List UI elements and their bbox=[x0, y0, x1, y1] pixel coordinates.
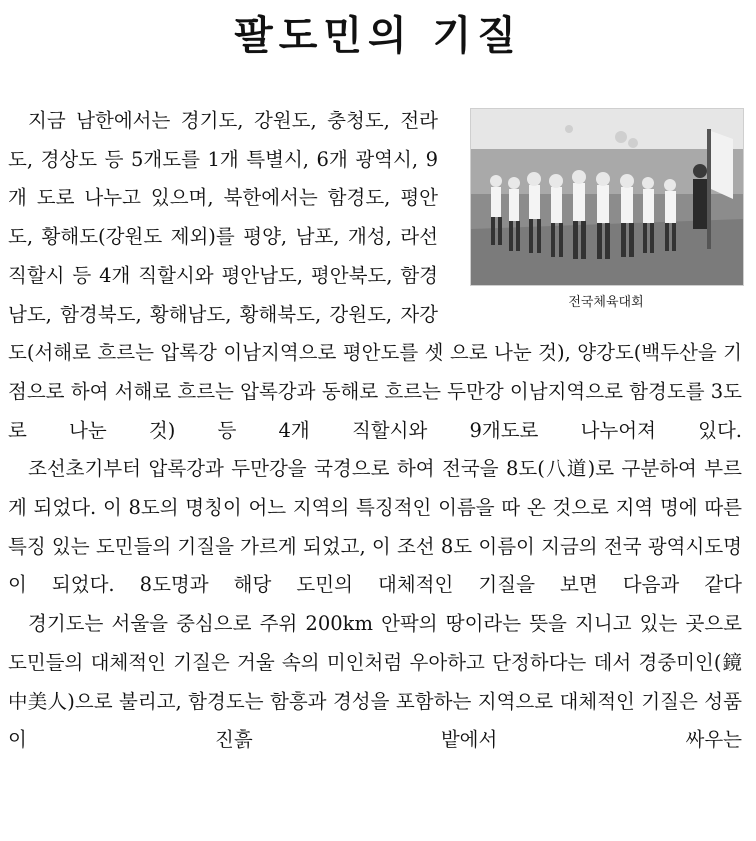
paragraph-1 bbox=[8, 102, 742, 450]
paragraph-1-text: 지금 남한에서는 경기도, 강원도, 충청도, 전라도, 경상도 등 5개도를 1개 특별시, 6개 광역시, 9개 도로 나누고 있으며, 북한에서는 함경도, 평안도, 황해도(강원도 제외)를 평양, 남포, 개성, 라선직할시 등 4개 직할시와 평안남도, 평안북도, 함경남도, 함경북도, 황해남도, 황해북도, 강원도, 자강도(서해로 흐르는 압록강 이남지역으로 평안도를 셋 으로 나눈 것), 양강도(백두산을 기점으로 하여 서해로 흐르는 압록강과 동해로 흐르는 두만강 이남지역으로 함경도를 3도로 나눈 것) 등 4개 직할시와 9개도로 나누어져 있다. bbox=[8, 109, 742, 442]
photo-caption: 전국체육대회 bbox=[568, 295, 644, 310]
parade-photo-graphic bbox=[471, 109, 743, 285]
page-title: 팔도민의 기질 bbox=[234, 12, 522, 59]
paragraph-2 bbox=[8, 450, 742, 605]
parade-photo bbox=[470, 108, 744, 286]
photo-figure bbox=[452, 108, 742, 314]
paragraph-2-text: 조선초기부터 압록강과 두만강을 국경으로 하여 전국을 8도(八道)로 구분하여 부르게 되었다. 이 8도의 명칭이 어느 지역의 특징적인 이름을 따 온 것으로 지역 명에 따른 특징 있는 도민들의 기질을 가르게 되었고, 이 조선 8도 이름이 지금의 전국 광역시도명이 되었다. 8도명과 해당 도민의 대체적인 기질을 보면 다음과 같다 bbox=[8, 457, 742, 597]
paragraph-3-text: 경기도는 서울을 중심으로 주위 200km 안팍의 땅이라는 뜻을 지니고 있는 곳으로 도민들의 대체적인 기질은 거울 속의 미인처럼 우아하고 단정하다는 데서 경중미인(鏡中美人)으로 불리고, 함경도는 함흥과 경성을 포함하는 지역으로 대체적인 기질은 성품이 진흙 밭에서 싸우는 bbox=[8, 612, 742, 752]
paragraph-3 bbox=[8, 605, 742, 760]
document-body bbox=[8, 102, 742, 760]
